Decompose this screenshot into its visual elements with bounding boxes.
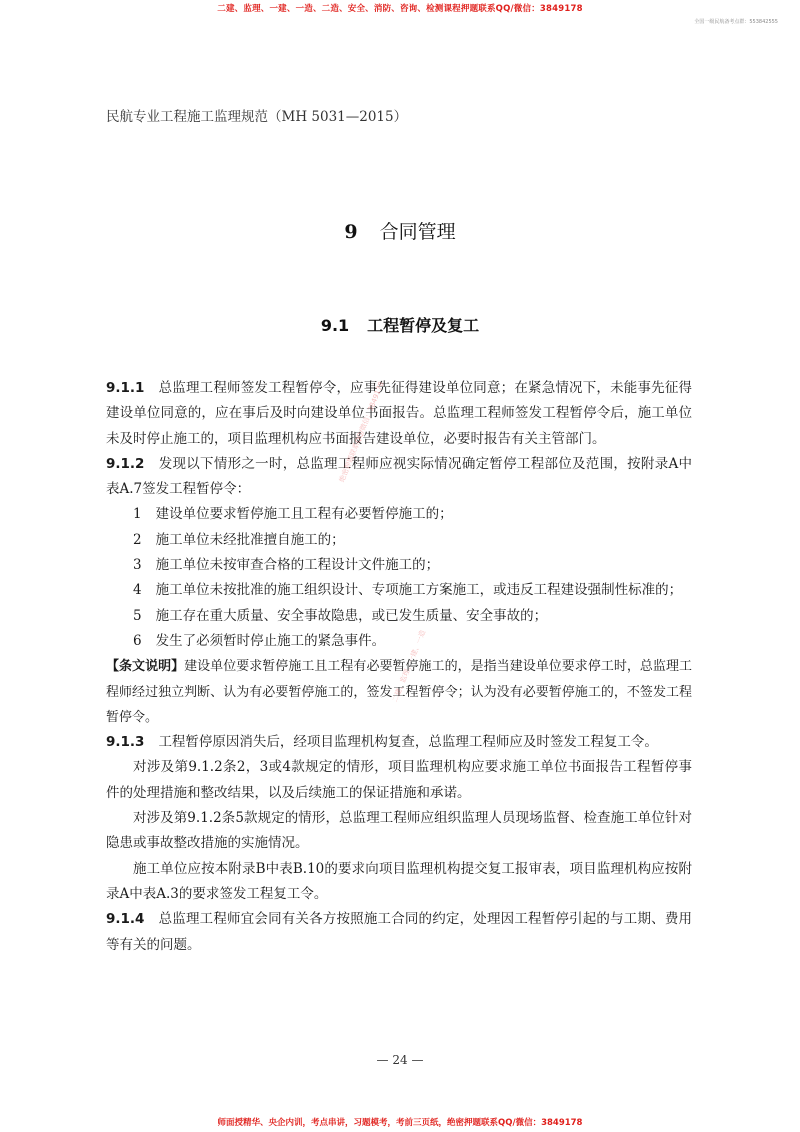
item-text: 施工单位未经批准擅自施工的；: [155, 531, 345, 548]
list-item: [106, 553, 692, 578]
chapter-number: 9: [344, 221, 358, 243]
clause-text: 总监理工程师签发工程暂停令，应事先征得建设单位同意；在紧急情况下，未能事先征得建设单位同意的，应在事后及时向建设单位书面报告。总监理工程师签发工程暂停令后，施工单位未及时停止施工的，项目监理机构应书面报告建设单位，必要时报告有关主管部门。: [106, 380, 692, 447]
item-text: 施工存在重大质量、安全事故隐患，或已发生质量、安全事故的；: [155, 607, 548, 624]
clause-text: 发现以下情形之一时，总监理工程师应视实际情况确定暂停工程部位及范围，按附录A中表A.7签发工程暂停令：: [106, 455, 692, 498]
list-item: [106, 629, 692, 654]
list-item: [106, 578, 692, 603]
item-number: 2: [133, 531, 142, 548]
section-name: 工程暂停及复工: [367, 316, 480, 335]
clause-number: 9.1.3: [106, 734, 145, 751]
list-item: [106, 502, 692, 527]
chapter-title: [0, 217, 800, 244]
clause-number: 9.1.4: [106, 911, 145, 928]
chapter-name: 合同管理: [379, 221, 456, 243]
clause-9-1-1: [106, 376, 692, 452]
corner-note: 全国一级民航备考点群：553842555: [694, 19, 778, 25]
item-text: 施工单位未按批准的施工组织设计、专项施工方案施工，或违反工程建设强制性标准的；: [155, 582, 683, 599]
section-title: [0, 313, 800, 336]
item-number: 3: [133, 557, 142, 574]
note-label: 【条文说明】: [106, 659, 185, 675]
running-head: 民航专业工程施工监理规范（MH 5031—2015）: [106, 109, 408, 125]
list-item: [106, 528, 692, 553]
clause-text: 工程暂停原因消失后，经项目监理机构复查，总监理工程师应及时签发工程复工令。: [158, 734, 658, 751]
item-number: 6: [133, 632, 142, 649]
watermark: 绝密押题联系QQ/微信：3849178: [337, 380, 386, 484]
item-number: 5: [133, 607, 142, 624]
top-banner: 二建、监理、一建、一造、二造、安全、消防、咨询、检测课程押题联系QQ/微信：3849178: [217, 4, 583, 14]
item-text: 施工单位未按审查合格的工程设计文件施工的；: [155, 557, 440, 574]
bottom-banner: 师面授精华、央企内训，考点串讲，习题模考，考前三页纸，绝密押题联系QQ/微信：3849178: [217, 1118, 583, 1128]
body-text: [106, 376, 692, 958]
note-text: 建设单位要求暂停施工且工程有必要暂停施工的，是指当建设单位要求停工时，总监理工程师经过独立判断、认为有必要暂停施工的，签发工程暂停令；认为没有必要暂停施工的，不签发工程暂停令。: [106, 659, 692, 725]
clause-number: 9.1.1: [106, 380, 145, 396]
paragraph: 施工单位应按本附录B中表B.10的要求向项目监理机构提交复工报审表，项目监理机构应按附录A中表A.3的要求签发工程复工令。: [106, 860, 692, 902]
item-number: 1: [133, 506, 142, 523]
clause-9-1-3: [106, 730, 692, 755]
clause-9-1-2: [106, 452, 692, 503]
item-text: 建设单位要求暂停施工且工程有必要暂停施工的；: [155, 506, 453, 523]
clause-9-1-4: [106, 907, 692, 958]
item-text: 发生了必须暂时停止施工的紧急事件。: [155, 632, 386, 649]
page-number: — 24 —: [376, 1053, 424, 1067]
paragraph: 对涉及第9.1.2条5款规定的情形，总监理工程师应组织监理人员现场监督、检查施工单位针对隐患或事故整改措施的实施情况。: [106, 810, 692, 852]
paragraph: 对涉及第9.1.2条2，3或4款规定的情形，项目监理机构应要求施工单位书面报告工程暂停事件的处理措施和整改结果，以及后续施工的保证措施和承诺。: [106, 759, 692, 801]
clause-number: 9.1.2: [106, 455, 145, 472]
list-item: [106, 604, 692, 629]
clause-text: 总监理工程师宜会同有关各方按照施工合同的约定，处理因工程暂停引起的与工期、费用等有关的问题。: [106, 911, 692, 953]
watermark: 二建、监理、一建、一造: [390, 628, 428, 704]
item-number: 4: [133, 582, 142, 599]
section-number: 9.1: [320, 316, 350, 335]
